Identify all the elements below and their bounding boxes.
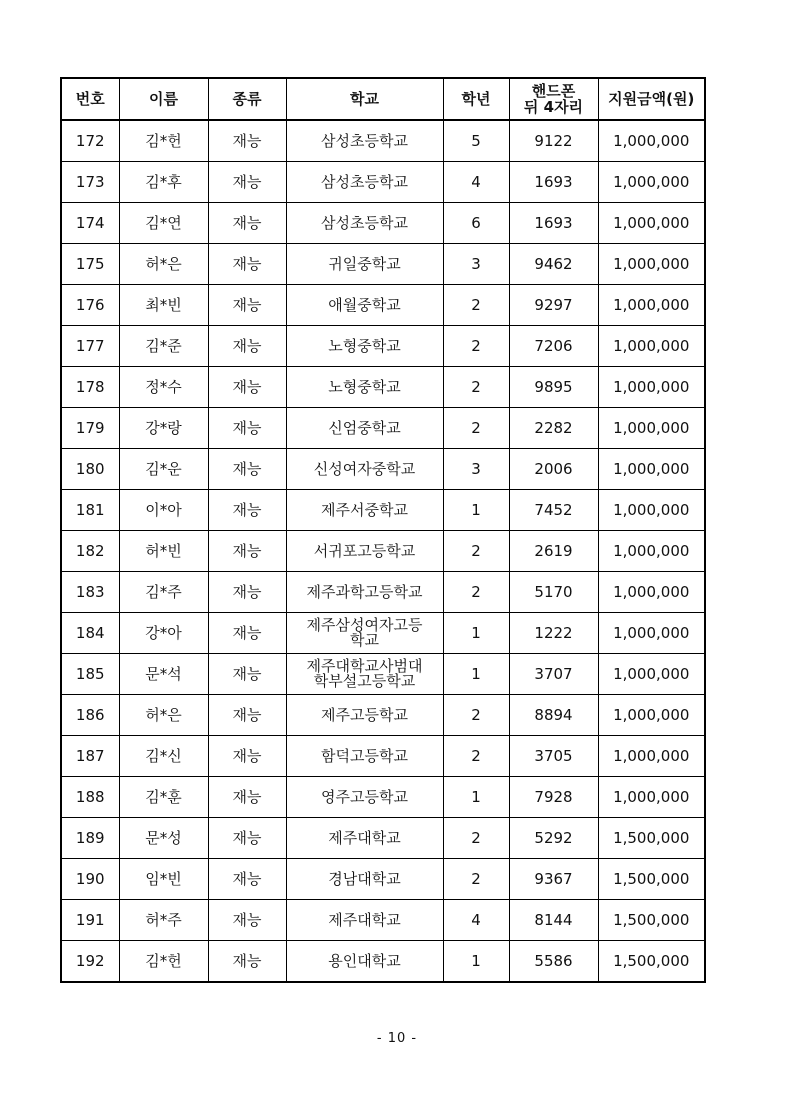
cell-grade: 4 — [443, 162, 509, 203]
header-school: 학교 — [286, 78, 443, 120]
cell-grade: 2 — [443, 859, 509, 900]
cell-name: 강*아 — [119, 613, 208, 654]
cell-phone: 1693 — [509, 203, 598, 244]
cell-name: 문*석 — [119, 654, 208, 695]
header-name: 이름 — [119, 78, 208, 120]
cell-name: 문*성 — [119, 818, 208, 859]
cell-type: 재능 — [208, 572, 286, 613]
header-row — [61, 78, 705, 120]
cell-name: 김*준 — [119, 326, 208, 367]
cell-name: 허*빈 — [119, 531, 208, 572]
cell-name: 허*은 — [119, 695, 208, 736]
cell-phone: 3707 — [509, 654, 598, 695]
cell-no: 174 — [61, 203, 119, 244]
cell-no: 184 — [61, 613, 119, 654]
cell-phone: 7928 — [509, 777, 598, 818]
cell-amount: 1,000,000 — [598, 285, 705, 326]
cell-school: 신엄중학교 — [286, 408, 443, 449]
cell-amount: 1,000,000 — [598, 736, 705, 777]
table-row — [61, 572, 705, 613]
cell-type: 재능 — [208, 613, 286, 654]
cell-name: 김*헌 — [119, 941, 208, 983]
cell-grade: 3 — [443, 449, 509, 490]
cell-type: 재능 — [208, 326, 286, 367]
header-amount: 지원금액(원) — [598, 78, 705, 120]
cell-type: 재능 — [208, 285, 286, 326]
cell-school: 신성여자중학교 — [286, 449, 443, 490]
cell-no: 177 — [61, 326, 119, 367]
cell-name: 이*아 — [119, 490, 208, 531]
cell-school: 삼성초등학교 — [286, 203, 443, 244]
cell-type: 재능 — [208, 408, 286, 449]
cell-grade: 1 — [443, 613, 509, 654]
cell-school: 제주과학고등학교 — [286, 572, 443, 613]
cell-name: 허*은 — [119, 244, 208, 285]
cell-no: 189 — [61, 818, 119, 859]
cell-no: 191 — [61, 900, 119, 941]
school-line-1: 제주대학교사범대 — [306, 657, 423, 675]
cell-amount: 1,000,000 — [598, 367, 705, 408]
table-row — [61, 162, 705, 203]
cell-phone: 9367 — [509, 859, 598, 900]
table-row — [61, 818, 705, 859]
cell-name: 김*연 — [119, 203, 208, 244]
cell-no: 181 — [61, 490, 119, 531]
cell-grade: 2 — [443, 367, 509, 408]
cell-school: 애월중학교 — [286, 285, 443, 326]
cell-no: 186 — [61, 695, 119, 736]
cell-amount: 1,000,000 — [598, 490, 705, 531]
table-row — [61, 777, 705, 818]
cell-phone: 2006 — [509, 449, 598, 490]
cell-school — [286, 613, 443, 654]
cell-phone: 1693 — [509, 162, 598, 203]
cell-type: 재능 — [208, 695, 286, 736]
cell-phone: 8144 — [509, 900, 598, 941]
cell-no: 179 — [61, 408, 119, 449]
cell-amount: 1,000,000 — [598, 531, 705, 572]
cell-type: 재능 — [208, 900, 286, 941]
table-row — [61, 695, 705, 736]
table-row — [61, 490, 705, 531]
table-row — [61, 120, 705, 162]
cell-amount: 1,000,000 — [598, 408, 705, 449]
cell-school: 제주대학교 — [286, 818, 443, 859]
cell-phone: 3705 — [509, 736, 598, 777]
cell-school: 노형중학교 — [286, 367, 443, 408]
cell-phone: 5170 — [509, 572, 598, 613]
school-line-2: 학교 — [350, 631, 379, 649]
cell-grade: 4 — [443, 900, 509, 941]
cell-name: 임*빈 — [119, 859, 208, 900]
school-line-1: 제주삼성여자고등 — [306, 616, 423, 634]
cell-phone: 1222 — [509, 613, 598, 654]
cell-no: 175 — [61, 244, 119, 285]
table-header — [61, 78, 705, 120]
table-row — [61, 613, 705, 654]
cell-type: 재능 — [208, 367, 286, 408]
cell-amount: 1,000,000 — [598, 572, 705, 613]
cell-school: 제주서중학교 — [286, 490, 443, 531]
cell-grade: 2 — [443, 736, 509, 777]
cell-grade: 1 — [443, 941, 509, 983]
cell-type: 재능 — [208, 941, 286, 983]
cell-grade: 2 — [443, 531, 509, 572]
cell-grade: 5 — [443, 120, 509, 162]
header-phone — [509, 78, 598, 120]
cell-no: 190 — [61, 859, 119, 900]
cell-no: 178 — [61, 367, 119, 408]
cell-grade: 2 — [443, 326, 509, 367]
cell-school — [286, 654, 443, 695]
cell-grade: 1 — [443, 777, 509, 818]
cell-no: 172 — [61, 120, 119, 162]
cell-school: 제주대학교 — [286, 900, 443, 941]
cell-name: 김*운 — [119, 449, 208, 490]
cell-amount: 1,000,000 — [598, 162, 705, 203]
cell-type: 재능 — [208, 490, 286, 531]
cell-name: 강*랑 — [119, 408, 208, 449]
cell-phone: 2282 — [509, 408, 598, 449]
cell-amount: 1,000,000 — [598, 777, 705, 818]
cell-name: 정*수 — [119, 367, 208, 408]
cell-grade: 6 — [443, 203, 509, 244]
table-row — [61, 244, 705, 285]
cell-no: 183 — [61, 572, 119, 613]
cell-amount: 1,000,000 — [598, 654, 705, 695]
page-number: - 10 - — [376, 1031, 418, 1046]
cell-name: 김*훈 — [119, 777, 208, 818]
cell-amount: 1,000,000 — [598, 203, 705, 244]
cell-type: 재능 — [208, 531, 286, 572]
header-type: 종류 — [208, 78, 286, 120]
cell-name: 김*헌 — [119, 120, 208, 162]
cell-school: 귀일중학교 — [286, 244, 443, 285]
table-row — [61, 285, 705, 326]
cell-phone: 5586 — [509, 941, 598, 983]
cell-amount: 1,500,000 — [598, 900, 705, 941]
cell-name: 김*후 — [119, 162, 208, 203]
cell-amount: 1,500,000 — [598, 859, 705, 900]
table-row — [61, 408, 705, 449]
cell-type: 재능 — [208, 162, 286, 203]
header-grade: 학년 — [443, 78, 509, 120]
cell-phone: 5292 — [509, 818, 598, 859]
cell-school: 함덕고등학교 — [286, 736, 443, 777]
cell-phone: 7206 — [509, 326, 598, 367]
header-no: 번호 — [61, 78, 119, 120]
cell-phone: 9297 — [509, 285, 598, 326]
school-line-2: 학부설고등학교 — [313, 672, 416, 690]
cell-type: 재능 — [208, 736, 286, 777]
header-phone-line1: 핸드폰 — [531, 82, 576, 100]
cell-phone: 2619 — [509, 531, 598, 572]
cell-grade: 1 — [443, 490, 509, 531]
table-row — [61, 203, 705, 244]
table-row — [61, 449, 705, 490]
cell-type: 재능 — [208, 203, 286, 244]
cell-amount: 1,000,000 — [598, 449, 705, 490]
cell-type: 재능 — [208, 777, 286, 818]
table-row — [61, 531, 705, 572]
cell-grade: 2 — [443, 818, 509, 859]
cell-grade: 2 — [443, 285, 509, 326]
cell-name: 김*주 — [119, 572, 208, 613]
cell-no: 188 — [61, 777, 119, 818]
cell-school: 삼성초등학교 — [286, 162, 443, 203]
cell-school: 용인대학교 — [286, 941, 443, 983]
cell-phone: 9462 — [509, 244, 598, 285]
cell-no: 173 — [61, 162, 119, 203]
cell-grade: 2 — [443, 572, 509, 613]
cell-type: 재능 — [208, 244, 286, 285]
cell-grade: 2 — [443, 695, 509, 736]
table-row — [61, 859, 705, 900]
table-row — [61, 326, 705, 367]
cell-name: 허*주 — [119, 900, 208, 941]
cell-school: 제주고등학교 — [286, 695, 443, 736]
cell-type: 재능 — [208, 120, 286, 162]
cell-type: 재능 — [208, 818, 286, 859]
cell-grade: 1 — [443, 654, 509, 695]
cell-no: 176 — [61, 285, 119, 326]
cell-no: 185 — [61, 654, 119, 695]
cell-no: 192 — [61, 941, 119, 983]
cell-school: 삼성초등학교 — [286, 120, 443, 162]
cell-amount: 1,000,000 — [598, 120, 705, 162]
cell-type: 재능 — [208, 449, 286, 490]
cell-no: 187 — [61, 736, 119, 777]
cell-school: 서귀포고등학교 — [286, 531, 443, 572]
cell-no: 180 — [61, 449, 119, 490]
table-row — [61, 736, 705, 777]
cell-amount: 1,000,000 — [598, 244, 705, 285]
cell-type: 재능 — [208, 654, 286, 695]
cell-school: 경남대학교 — [286, 859, 443, 900]
table-row — [61, 900, 705, 941]
cell-phone: 9895 — [509, 367, 598, 408]
cell-amount: 1,000,000 — [598, 695, 705, 736]
cell-amount: 1,500,000 — [598, 818, 705, 859]
cell-amount: 1,000,000 — [598, 613, 705, 654]
cell-school: 노형중학교 — [286, 326, 443, 367]
table-body — [61, 120, 705, 982]
cell-phone: 8894 — [509, 695, 598, 736]
cell-name: 최*빈 — [119, 285, 208, 326]
cell-name: 김*신 — [119, 736, 208, 777]
cell-type: 재능 — [208, 859, 286, 900]
cell-grade: 2 — [443, 408, 509, 449]
cell-phone: 9122 — [509, 120, 598, 162]
cell-amount: 1,000,000 — [598, 326, 705, 367]
cell-grade: 3 — [443, 244, 509, 285]
cell-no: 182 — [61, 531, 119, 572]
table-row — [61, 367, 705, 408]
scholarship-table — [60, 77, 706, 983]
cell-school: 영주고등학교 — [286, 777, 443, 818]
table-row — [61, 654, 705, 695]
cell-phone: 7452 — [509, 490, 598, 531]
cell-amount: 1,500,000 — [598, 941, 705, 983]
table-row — [61, 941, 705, 983]
header-phone-line2: 뒤 4자리 — [523, 98, 584, 116]
